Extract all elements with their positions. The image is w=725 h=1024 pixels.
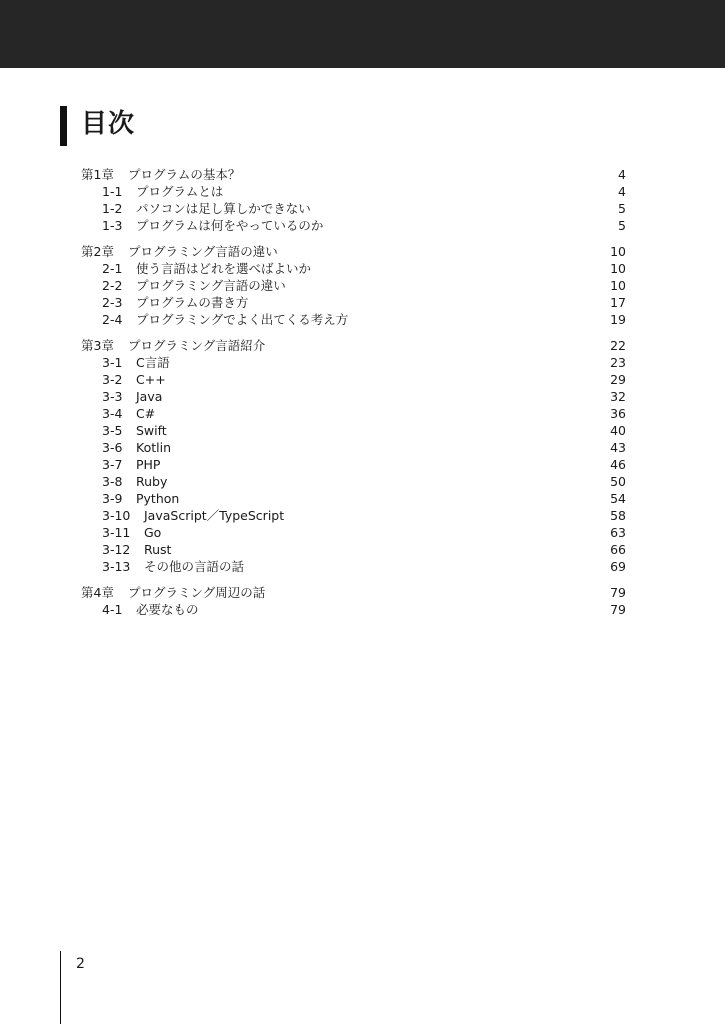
toc-section-entry-page: 69 <box>610 559 626 574</box>
toc-section-entry-page: 5 <box>618 218 626 233</box>
toc-section-entry-title: その他の言語の話 <box>144 559 245 574</box>
toc-section-entry[interactable] <box>81 507 626 524</box>
toc-section-entry-title: プログラミングでよく出てくる考え方 <box>136 312 349 327</box>
toc-section-entry[interactable] <box>81 456 626 473</box>
toc-chapter-entry-title: プログラミング周辺の話 <box>128 585 266 600</box>
toc-section-entry-number: 3-3 <box>102 389 123 404</box>
toc-section-entry-page: 23 <box>610 355 626 370</box>
toc-section-entry-title: Rust <box>144 542 172 557</box>
toc-section-entry-title: Python <box>136 491 180 506</box>
toc-section-entry-title: C++ <box>136 372 166 387</box>
toc-section-entry-page: 36 <box>610 406 626 421</box>
toc-chapter-entry-page: 4 <box>618 167 626 182</box>
toc-section-entry-title: 使う言語はどれを選べばよいか <box>136 261 312 276</box>
toc-section-entry-page: 4 <box>618 184 626 199</box>
toc-section-entry-page: 63 <box>610 525 626 540</box>
toc-chapter-entry-number: 第3章 <box>81 338 114 353</box>
toc-chapter-entry[interactable] <box>81 166 626 183</box>
toc-chapter <box>81 243 626 328</box>
toc-section-entry-number: 3-10 <box>102 508 131 523</box>
toc-chapter <box>81 584 626 618</box>
title-accent-bar <box>60 106 67 146</box>
toc-section-entry-number: 3-1 <box>102 355 123 370</box>
toc-section-entry-page: 19 <box>610 312 626 327</box>
toc-section-entry-page: 43 <box>610 440 626 455</box>
toc-section-entry-page: 46 <box>610 457 626 472</box>
toc-section-entry-number: 3-4 <box>102 406 123 421</box>
toc-chapter-entry-number: 第1章 <box>81 167 114 182</box>
toc-section-entry-number: 1-3 <box>102 218 123 233</box>
toc-chapter-entry[interactable] <box>81 584 626 601</box>
toc-section-entry-title: プログラムは何をやっているのか <box>136 218 324 233</box>
toc-section-entry[interactable] <box>81 558 626 575</box>
toc-chapter-entry-page: 79 <box>610 585 626 600</box>
toc-section-entry-page: 32 <box>610 389 626 404</box>
toc-chapter-entry[interactable] <box>81 337 626 354</box>
toc-section-entry-title: JavaScript／TypeScript <box>144 508 285 523</box>
toc-section-entry-page: 50 <box>610 474 626 489</box>
toc-section-entry-title: Java <box>136 389 163 404</box>
toc-section-entry-number: 1-2 <box>102 201 123 216</box>
toc-section-entry[interactable] <box>81 405 626 422</box>
toc-section-entry-number: 3-9 <box>102 491 123 506</box>
toc-chapter-entry-number: 第2章 <box>81 244 114 259</box>
toc-section-entry-number: 3-13 <box>102 559 131 574</box>
toc-section-entry-title: プログラムとは <box>136 184 224 199</box>
toc-section-entry[interactable] <box>81 277 626 294</box>
toc-chapter-entry-page: 10 <box>610 244 626 259</box>
toc-section-entry-title: C# <box>136 406 156 421</box>
toc-section-entry-page: 79 <box>610 602 626 617</box>
toc-section-entry-number: 2-3 <box>102 295 123 310</box>
toc-chapter-entry-number: 第4章 <box>81 585 114 600</box>
toc-section-entry-page: 66 <box>610 542 626 557</box>
toc-section-entry-number: 2-1 <box>102 261 123 276</box>
toc-section-entry[interactable] <box>81 217 626 234</box>
toc-section-entry-title: Ruby <box>136 474 168 489</box>
toc-section-entry-number: 3-11 <box>102 525 131 540</box>
toc-section-entry-page: 29 <box>610 372 626 387</box>
toc-chapter <box>81 166 626 234</box>
toc-section-entry-number: 3-2 <box>102 372 123 387</box>
toc-chapter-entry-title: プログラムの基本？ <box>128 167 241 182</box>
toc-section-entry[interactable] <box>81 422 626 439</box>
toc-section-entry[interactable] <box>81 371 626 388</box>
toc-section-entry[interactable] <box>81 388 626 405</box>
toc-section-entry-number: 3-7 <box>102 457 123 472</box>
toc-chapter-entry-title: プログラミング言語紹介 <box>128 338 266 353</box>
toc-section-entry[interactable] <box>81 473 626 490</box>
table-of-contents <box>81 166 626 627</box>
page-title: 目次 <box>81 109 136 139</box>
toc-section-entry-title: Go <box>144 525 162 540</box>
toc-section-entry-number: 2-2 <box>102 278 123 293</box>
toc-section-entry-number: 3-8 <box>102 474 123 489</box>
toc-chapter-entry[interactable] <box>81 243 626 260</box>
toc-chapter-entry-title: プログラミング言語の違い <box>128 244 278 259</box>
toc-section-entry-page: 10 <box>610 278 626 293</box>
toc-section-entry-title: パソコンは足し算しかできない <box>136 201 311 216</box>
toc-section-entry-page: 5 <box>618 201 626 216</box>
toc-section-entry[interactable] <box>81 200 626 217</box>
toc-section-entry-number: 3-6 <box>102 440 123 455</box>
toc-section-entry-title: プログラミング言語の違い <box>136 278 286 293</box>
toc-section-entry[interactable] <box>81 183 626 200</box>
page-number: 2 <box>76 956 85 972</box>
toc-section-entry-page: 10 <box>610 261 626 276</box>
toc-section-entry-title: Kotlin <box>136 440 171 455</box>
toc-section-entry-number: 2-4 <box>102 312 123 327</box>
toc-section-entry-number: 4-1 <box>102 602 123 617</box>
toc-section-entry[interactable] <box>81 354 626 371</box>
toc-section-entry-page: 40 <box>610 423 626 438</box>
toc-section-entry-number: 1-1 <box>102 184 123 199</box>
toc-chapter-entry-page: 22 <box>610 338 626 353</box>
toc-section-entry[interactable] <box>81 294 626 311</box>
toc-section-entry-page: 17 <box>610 295 626 310</box>
toc-section-entry-title: C言語 <box>136 355 170 370</box>
toc-section-entry[interactable] <box>81 260 626 277</box>
toc-section-entry[interactable] <box>81 490 626 507</box>
toc-section-entry-number: 3-5 <box>102 423 123 438</box>
toc-section-entry[interactable] <box>81 524 626 541</box>
toc-section-entry-number: 3-12 <box>102 542 131 557</box>
toc-section-entry-title: プログラムの書き方 <box>136 295 249 310</box>
toc-section-entry[interactable] <box>81 601 626 618</box>
toc-section-entry-page: 54 <box>610 491 626 506</box>
page-divider <box>60 951 61 1024</box>
toc-section-entry-title: PHP <box>136 457 161 472</box>
toc-section-entry-title: 必要なもの <box>136 602 199 617</box>
toc-section-entry[interactable] <box>81 311 626 328</box>
header-bar <box>0 0 725 68</box>
toc-section-entry[interactable] <box>81 541 626 558</box>
toc-chapter <box>81 337 626 575</box>
toc-section-entry-title: Swift <box>136 423 167 438</box>
toc-section-entry[interactable] <box>81 439 626 456</box>
toc-section-entry-page: 58 <box>610 508 626 523</box>
